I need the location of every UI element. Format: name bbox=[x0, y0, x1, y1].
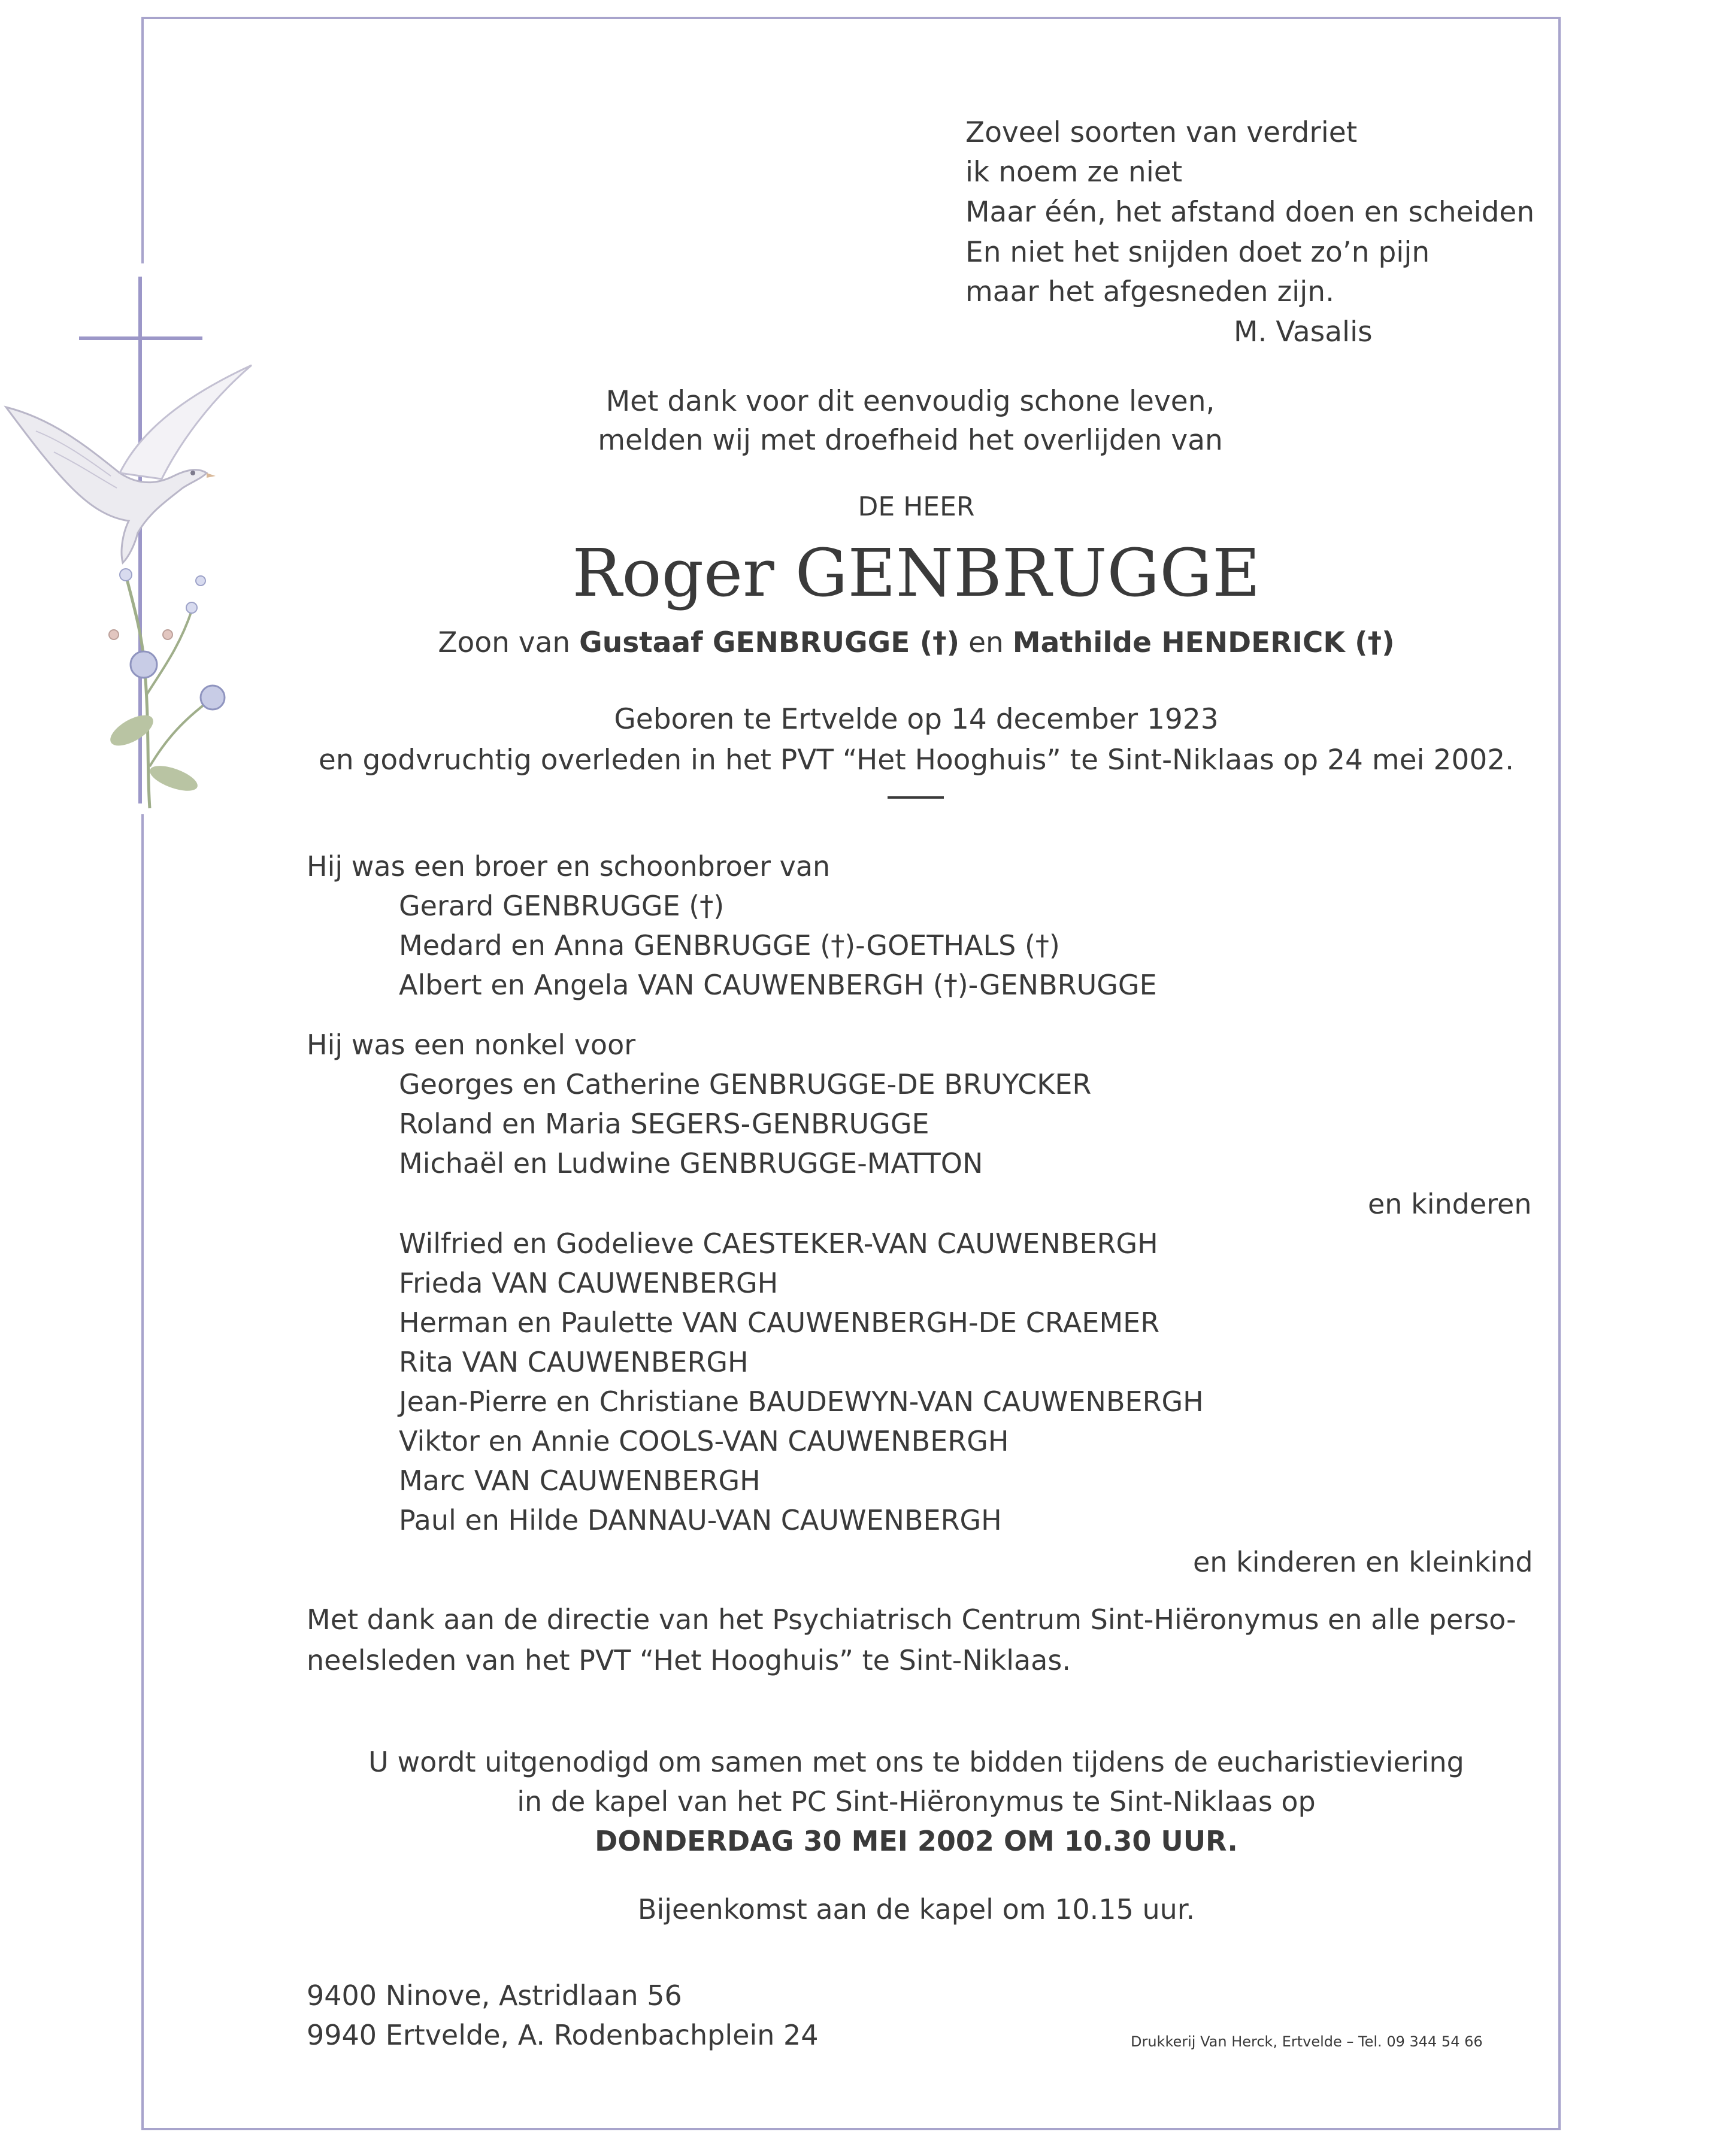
poem-line: Maar één, het afstand doen en scheiden bbox=[965, 196, 1535, 229]
separator-line bbox=[888, 796, 944, 799]
poem-line: ik noem ze niet bbox=[965, 156, 1183, 189]
relative-name: Paul en Hilde DANNAU-VAN CAUWENBERGH bbox=[399, 1504, 1002, 1536]
relative-name: Georges en Catherine GENBRUGGE-DE BRUYCKER bbox=[399, 1068, 1092, 1100]
poem-line: En niet het snijden doet zo’n pijn bbox=[965, 236, 1430, 269]
cross-horizontal-bar bbox=[79, 336, 202, 340]
poem-line: Zoveel soorten van verdriet bbox=[965, 116, 1358, 149]
address-line: 9400 Ninove, Astridlaan 56 bbox=[307, 1979, 682, 2012]
relative-name: Michaël en Ludwine GENBRUGGE-MATTON bbox=[399, 1147, 983, 1179]
thanks-line: neelsleden van het PVT “Het Hooghuis” te Sint-Niklaas. bbox=[307, 1644, 1071, 1676]
invitation-line: in de kapel van het PC Sint-Hiëronymus te Sint-Niklaas op bbox=[517, 1785, 1316, 1818]
service-datetime: DONDERDAG 30 MEI 2002 OM 10.30 UUR. bbox=[595, 1825, 1238, 1857]
title: DE HEER bbox=[858, 492, 975, 522]
flowers-icon bbox=[90, 539, 246, 814]
death-line: en godvruchtig overleden in het PVT “Het Hooghuis” te Sint-Niklaas op 24 mei 2002. bbox=[318, 744, 1515, 777]
relative-name: Frieda VAN CAUWENBERGH bbox=[399, 1267, 779, 1299]
birth-line: Geboren te Ertvelde op 14 december 1923 bbox=[614, 703, 1219, 736]
relative-name: Marc VAN CAUWENBERGH bbox=[399, 1464, 761, 1497]
relatives-suffix: en kinderen en kleinkind bbox=[1193, 1546, 1533, 1578]
first-name: Roger bbox=[572, 535, 774, 611]
sibling-name: Albert en Angela VAN CAUWENBERGH (†)-GENBRUGGE bbox=[399, 969, 1157, 1001]
relative-name: Jean-Pierre en Christiane BAUDEWYN-VAN CAUWENBERGH bbox=[399, 1385, 1204, 1418]
siblings-heading: Hij was een broer en schoonbroer van bbox=[307, 850, 831, 883]
intro-line: melden wij met droefheid het overlijden van bbox=[598, 424, 1223, 457]
printer-credit: Drukkerij Van Herck, Ertvelde – Tel. 09 344 54 66 bbox=[1131, 2033, 1483, 2050]
sibling-name: Medard en Anna GENBRUGGE (†)-GOETHALS (†) bbox=[399, 929, 1060, 962]
relative-name: Rita VAN CAUWENBERGH bbox=[399, 1346, 749, 1378]
father-name: Gustaaf GENBRUGGE (†) bbox=[579, 626, 960, 659]
mother-name: Mathilde HENDERICK (†) bbox=[1012, 626, 1395, 659]
deceased-name bbox=[569, 535, 1264, 611]
relative-name: Viktor en Annie COOLS-VAN CAUWENBERGH bbox=[399, 1425, 1009, 1457]
relatives-heading: Hij was een nonkel voor bbox=[307, 1029, 636, 1061]
parents-line bbox=[359, 626, 1473, 659]
relative-name: Roland en Maria SEGERS-GENBRUGGE bbox=[399, 1108, 929, 1140]
invitation-line: U wordt uitgenodigd om samen met ons te bidden tijdens de eucharistieviering bbox=[368, 1746, 1464, 1778]
poem-line: maar het afgesneden zijn. bbox=[965, 275, 1335, 308]
relatives-suffix: en kinderen bbox=[1368, 1188, 1532, 1220]
sibling-name: Gerard GENBRUGGE (†) bbox=[399, 890, 725, 922]
gathering-line: Bijeenkomst aan de kapel om 10.15 uur. bbox=[637, 1893, 1195, 1925]
relative-name: Herman en Paulette VAN CAUWENBERGH-DE CRAEMER bbox=[399, 1306, 1160, 1339]
thanks-line: Met dank aan de directie van het Psychiatrisch Centrum Sint-Hiëronymus en alle perso- bbox=[307, 1603, 1516, 1636]
relative-name: Wilfried en Godelieve CAESTEKER-VAN CAUWENBERGH bbox=[399, 1227, 1158, 1260]
dove-icon bbox=[0, 353, 264, 569]
parents-prefix: Zoon van bbox=[438, 626, 571, 659]
poem-author: M. Vasalis bbox=[1234, 316, 1373, 348]
parents-joiner: en bbox=[968, 626, 1004, 659]
last-name: GENBRUGGE bbox=[795, 535, 1261, 611]
intro-line: Met dank voor dit eenvoudig schone leven, bbox=[605, 385, 1215, 418]
address-line: 9940 Ertvelde, A. Rodenbachplein 24 bbox=[307, 2019, 819, 2051]
